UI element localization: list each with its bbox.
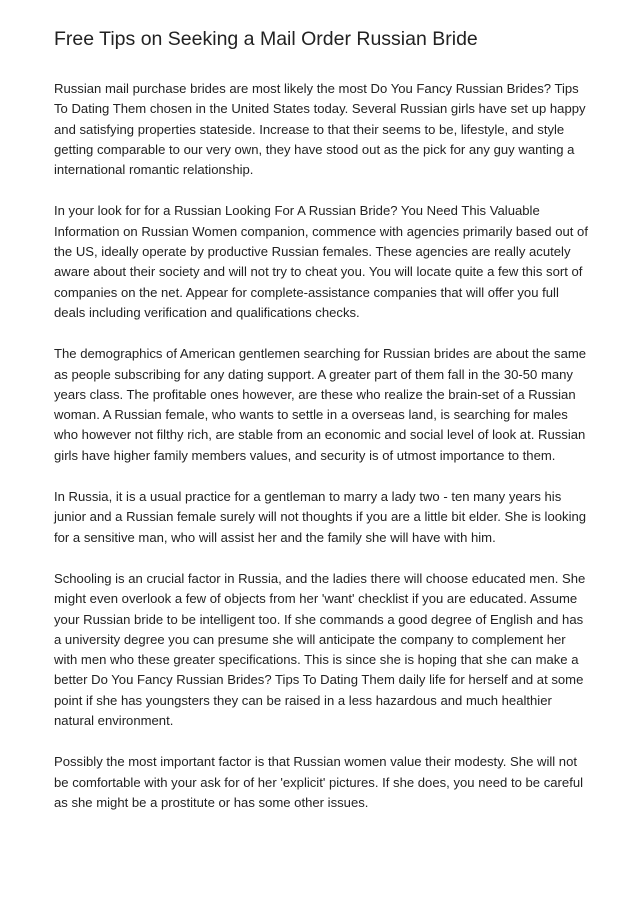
paragraph-1: Russian mail purchase brides are most likely the most Do You Fancy Russian Brides? Tips To Dating Them chosen in the United States today. Several Russian girls have set up happy and satisfying properties stateside. Increase to that their seems to be, lifestyle, and style getting comparable to our very own, they have stood out as the pick for any guy wanting a international romantic relationship. xyxy=(54,81,586,178)
paragraph-4: In Russia, it is a usual practice for a gentleman to marry a lady two - ten many years his junior and a Russian female surely will not thoughts if you are a little bit elder. She is looking for a sensitive man, who will assist her and the family she will have with him. xyxy=(54,489,587,545)
paragraph-2: In your look for for a Russian Looking For A Russian Bride? You Need This Valuable Information on Russian Women companion, commence with agencies primarily based out of the US, ideally operate by productive Russian females. These agencies are really acutely aware about their society and will not try to cheat you. You will locate quite a few this sort of companies on the net. Appear for complete-assistance companies that will offer you full deals including verification and qualifications checks. xyxy=(54,203,588,320)
document-title: Free Tips on Seeking a Mail Order Russian Bride xyxy=(54,28,478,50)
paragraph-3: The demographics of American gentlemen searching for Russian brides are about the same as people subscribing for any dating support. A greater part of them fall in the 30-50 many years class. The profitable ones however, are these who realize the brain-set of a Russian woman. A Russian female, who wants to settle in a overseas land, is searching for males who however not filthy rich, are stable from an economic and social level of look at. Russian girls have higher family members values, and security is of utmost importance to them. xyxy=(54,346,587,463)
paragraph-6: Possibly the most important factor is that Russian women value their modesty. She will not be comfortable with your ask for of her 'explicit' pictures. If she does, you need to be careful as she might be a prostitute or has some other issues. xyxy=(54,754,584,810)
document-page xyxy=(54,26,588,834)
paragraph-5: Schooling is an crucial factor in Russia, and the ladies there will choose educated men. She might even overlook a few of objects from her 'want' checklist if you are educated. Assume your Russian bride to be intelligent too. If she commands a good degree of English and has a university degree you can presume she will anticipate the company to complement her with men who these greater specifications. This is since she is hoping that she can make a better Do You Fancy Russian Brides? Tips To Dating Them daily life for herself and at some point if she has youngsters they can be raised in a less hazardous and much healthier natural environment. xyxy=(54,570,586,729)
